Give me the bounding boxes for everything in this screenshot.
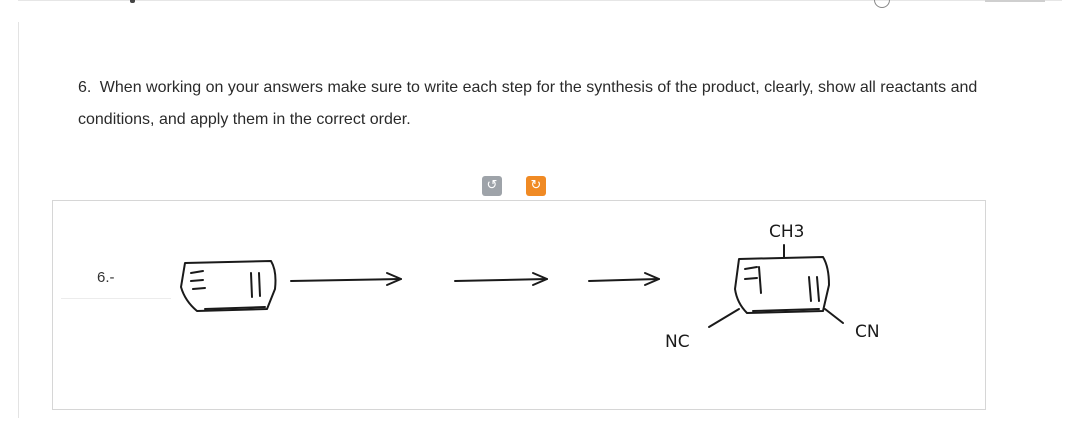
top-divider [18,0,1062,1]
clipped-previous-content [130,0,135,3]
question-text: When working on your answers make sure to write each step for the synthesis of the product, clearly, show all reactants and conditions, and apply them in the correct order. [78,79,978,128]
drawing-canvas[interactable] [52,200,986,410]
reaction-arrow-3 [589,273,659,285]
product-methyl-label: CH3 [769,222,805,242]
product-benzene-ring [735,257,829,313]
problem-label: 6.- [97,269,115,286]
reaction-arrow-2 [455,273,547,285]
synthesis-sketch [53,201,985,409]
product-right-cyano-label: CN [855,322,880,342]
bond-to-right-cn [825,309,843,323]
question-prompt [78,72,1008,136]
bond-to-left-cn [709,309,739,327]
drawing-toolbar [482,176,546,196]
redo-icon[interactable]: ↻ [526,176,546,196]
reaction-arrow-1 [291,273,401,285]
product-left-cyano-label: NC [665,332,690,352]
undo-icon[interactable]: ↺ [482,176,502,196]
starting-benzene-ring [181,261,276,311]
clipped-toolbar-line [985,0,1045,2]
question-number: 6. [78,79,92,96]
clipped-circle-icon [874,0,890,8]
